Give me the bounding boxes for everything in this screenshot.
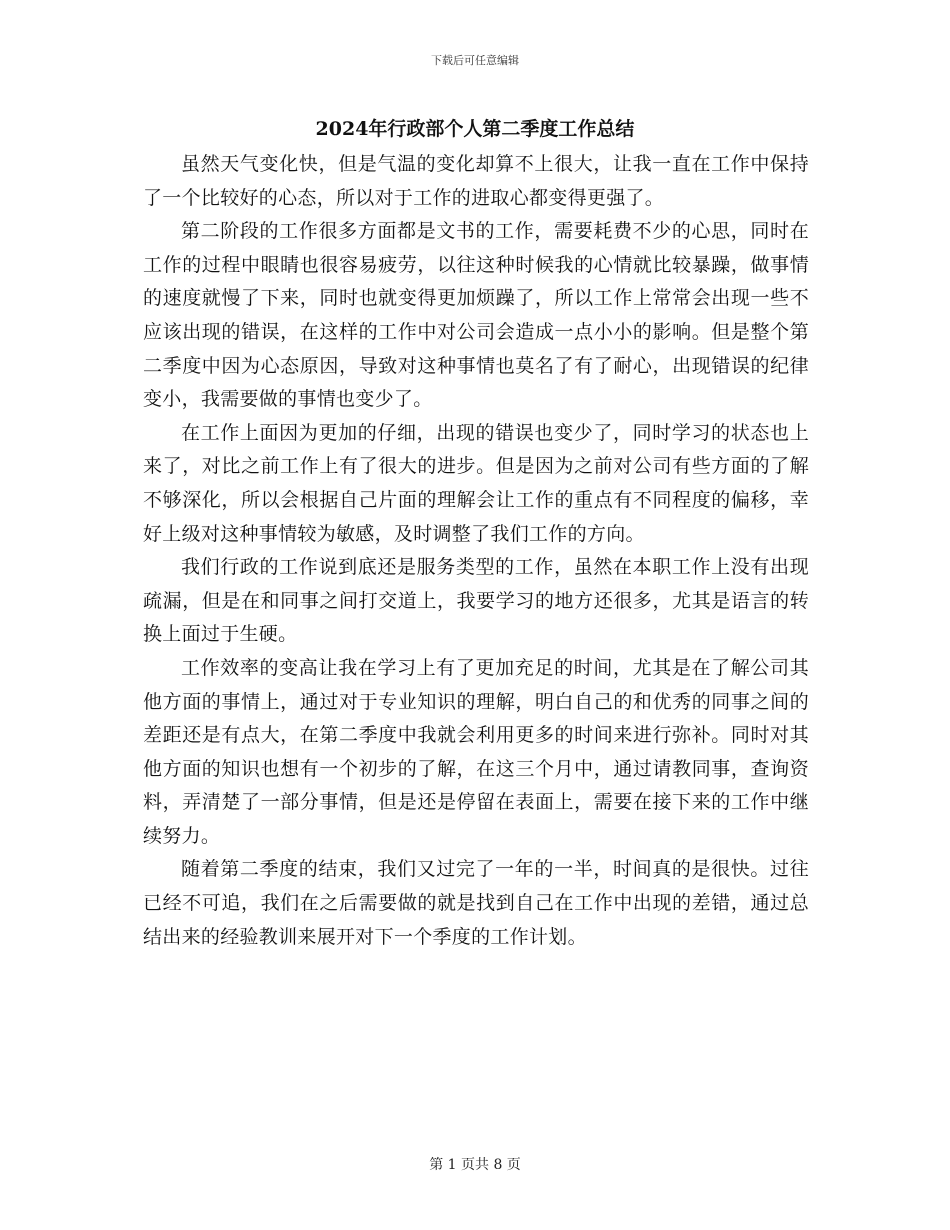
page-header-note: 下载后可任意编辑 — [431, 54, 519, 67]
paragraph-2: 第二阶段的工作很多方面都是文书的工作，需要耗费不少的心思，同时在工作的过程中眼睛也很容易疲劳，以往这种时候我的心情就比较暴躁，做事情的速度就慢了下来，同时也就变得更加烦躁了，所以工作上常常会出现一些不应该出现的错误，在这样的工作中对公司会造成一点小小的影响。但是整个第二季度中因为心态原因，导致对这种事情也莫名了有了耐心，出现错误的纪律变小，我需要做的事情也变少了。 — [143, 220, 809, 411]
paragraph-1: 虽然天气变化快，但是气温的变化却算不上很大，让我一直在工作中保持了一个比较好的心态，所以对于工作的进取心都变得更强了。 — [143, 153, 809, 209]
page-number-footer: 第 1 页共 8 页 — [429, 1157, 521, 1173]
paragraph-3: 在工作上面因为更加的仔细，出现的错误也变少了，同时学习的状态也上来了，对比之前工作上有了很大的进步。但是因为之前对公司有些方面的了解不够深化，所以会根据自己片面的理解会让工作的重点有不同程度的偏移，幸好上级对这种事情较为敏感，及时调整了我们工作的方向。 — [143, 421, 809, 545]
paragraph-6: 随着第二季度的结束，我们又过完了一年的一半，时间真的是很快。过往已经不可追，我们在之后需要做的就是找到自己在工作中出现的差错，通过总结出来的经验教训来展开对下一个季度的工作计划。 — [143, 858, 809, 948]
paragraph-5: 工作效率的变高让我在学习上有了更加充足的时间，尤其是在了解公司其他方面的事情上，通过对于专业知识的理解，明白自己的和优秀的同事之间的差距还是有点大，在第二季度中我就会利用更多的时间来进行弥补。同时对其他方面的知识也想有一个初步的了解，在这三个月中，通过请教同事，查询资料，弄清楚了一部分事情，但是还是停留在表面上，需要在接下来的工作中继续努力。 — [143, 656, 809, 847]
document-title: 2024年行政部个人第二季度工作总结 — [315, 118, 635, 140]
document-body — [143, 148, 809, 954]
paragraph-4: 我们行政的工作说到底还是服务类型的工作，虽然在本职工作上没有出现疏漏，但是在和同事之间打交道上，我要学习的地方还很多，尤其是语言的转换上面过于生硬。 — [143, 556, 809, 646]
